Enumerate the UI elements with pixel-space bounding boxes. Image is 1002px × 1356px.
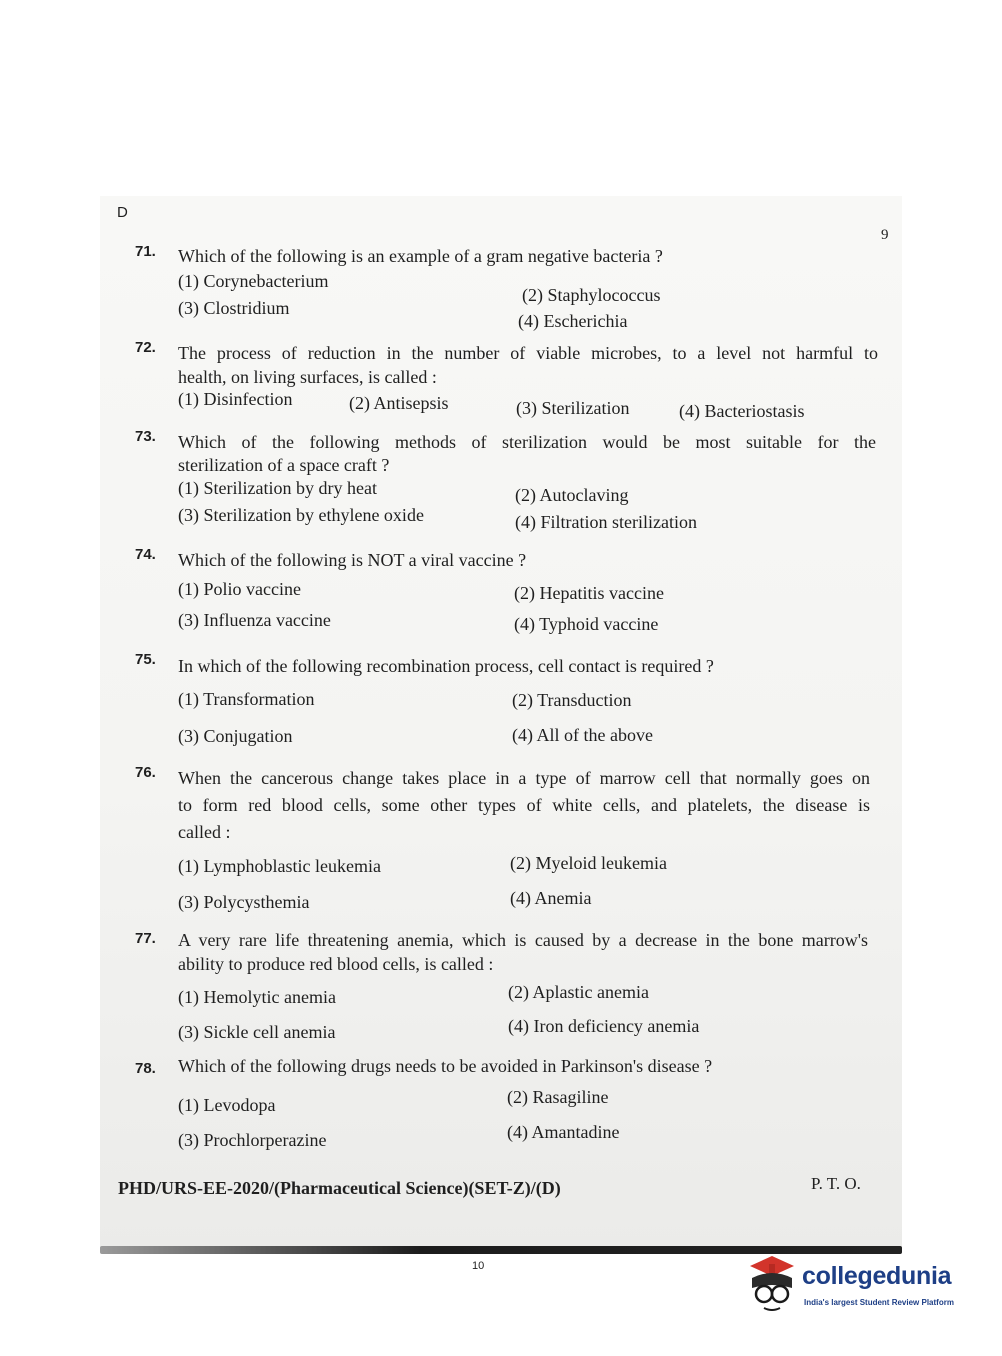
option: (3) Conjugation: [178, 726, 293, 746]
option: (4) Typhoid vaccine: [514, 614, 659, 634]
brand-tagline: India's largest Student Review Platform: [804, 1298, 954, 1307]
option: (4) Filtration sterilization: [515, 512, 697, 532]
brand-name: collegedunia: [802, 1262, 952, 1290]
graduate-mascot-icon: [742, 1252, 802, 1314]
question-number: 73.: [135, 428, 156, 445]
option: (1) Sterilization by dry heat: [178, 478, 377, 498]
question-number: 74.: [135, 546, 156, 563]
set-code: D: [117, 204, 128, 221]
question-text: Which of the following methods of sterilization would be most suitable for the: [178, 432, 876, 452]
question-text: Which of the following is an example of a gram negative bacteria ?: [178, 246, 663, 266]
option: (3) Prochlorperazine: [178, 1130, 327, 1150]
question-text: A very rare life threatening anemia, which is caused by a decrease in the bone marrow's: [178, 930, 868, 950]
question-text: health, on living surfaces, is called :: [178, 367, 437, 387]
option: (2) Staphylococcus: [522, 285, 661, 305]
option: (4) All of the above: [512, 725, 653, 745]
page-number: 9: [881, 227, 889, 243]
option: (1) Transformation: [178, 689, 315, 709]
option: (3) Polycysthemia: [178, 892, 310, 912]
question-text: sterilization of a space craft ?: [178, 455, 390, 475]
question-number: 75.: [135, 651, 156, 668]
option: (2) Autoclaving: [515, 485, 629, 505]
option: (1) Polio vaccine: [178, 579, 301, 599]
option: (2) Hepatitis vaccine: [514, 583, 664, 603]
question-number: 76.: [135, 764, 156, 781]
option: (2) Aplastic anemia: [508, 982, 649, 1002]
option: (1) Corynebacterium: [178, 271, 329, 291]
question-text: The process of reduction in the number of viable microbes, to a level not harmful to: [178, 343, 878, 363]
option: (4) Amantadine: [507, 1122, 620, 1142]
option: (3) Sterilization by ethylene oxide: [178, 505, 424, 525]
question-number: 78.: [135, 1060, 156, 1077]
question-text: Which of the following drugs needs to be avoided in Parkinson's disease ?: [178, 1056, 713, 1076]
question-text: In which of the following recombination process, cell contact is required ?: [178, 656, 714, 676]
option: (4) Anemia: [510, 888, 592, 908]
option: (1) Hemolytic anemia: [178, 987, 336, 1007]
option: (3) Clostridium: [178, 298, 290, 318]
option: (4) Iron deficiency anemia: [508, 1016, 700, 1036]
question-number: 71.: [135, 243, 156, 260]
option: (2) Rasagiline: [507, 1087, 609, 1107]
question-text: called :: [178, 822, 231, 842]
question-text: Which of the following is NOT a viral vaccine ?: [178, 550, 527, 570]
option: (4) Escherichia: [518, 311, 628, 331]
question-text: ability to produce red blood cells, is called :: [178, 954, 494, 974]
question-number: 77.: [135, 930, 156, 947]
scan-page-number: 10: [472, 1260, 485, 1272]
option: (1) Disinfection: [178, 389, 293, 409]
option: (3) Influenza vaccine: [178, 610, 331, 630]
paper-code: PHD/URS-EE-2020/(Pharmaceutical Science)(SET-Z)/(D): [118, 1178, 561, 1198]
option: (3) Sterilization: [516, 398, 630, 418]
option: (4) Bacteriostasis: [679, 401, 805, 421]
question-text: to form red blood cells, some other types of white cells, and platelets, the disease is: [178, 795, 870, 815]
collegedunia-logo: [742, 1252, 972, 1322]
option: (2) Antisepsis: [349, 393, 449, 413]
question-number: 72.: [135, 339, 156, 356]
option: (2) Myeloid leukemia: [510, 853, 667, 873]
option: (1) Levodopa: [178, 1095, 276, 1115]
question-text: When the cancerous change takes place in a type of marrow cell that normally goes on: [178, 768, 870, 788]
option: (2) Transduction: [512, 690, 632, 710]
option: (3) Sickle cell anemia: [178, 1022, 336, 1042]
option: (1) Lymphoblastic leukemia: [178, 856, 381, 876]
pto-label: P. T. O.: [811, 1174, 861, 1193]
